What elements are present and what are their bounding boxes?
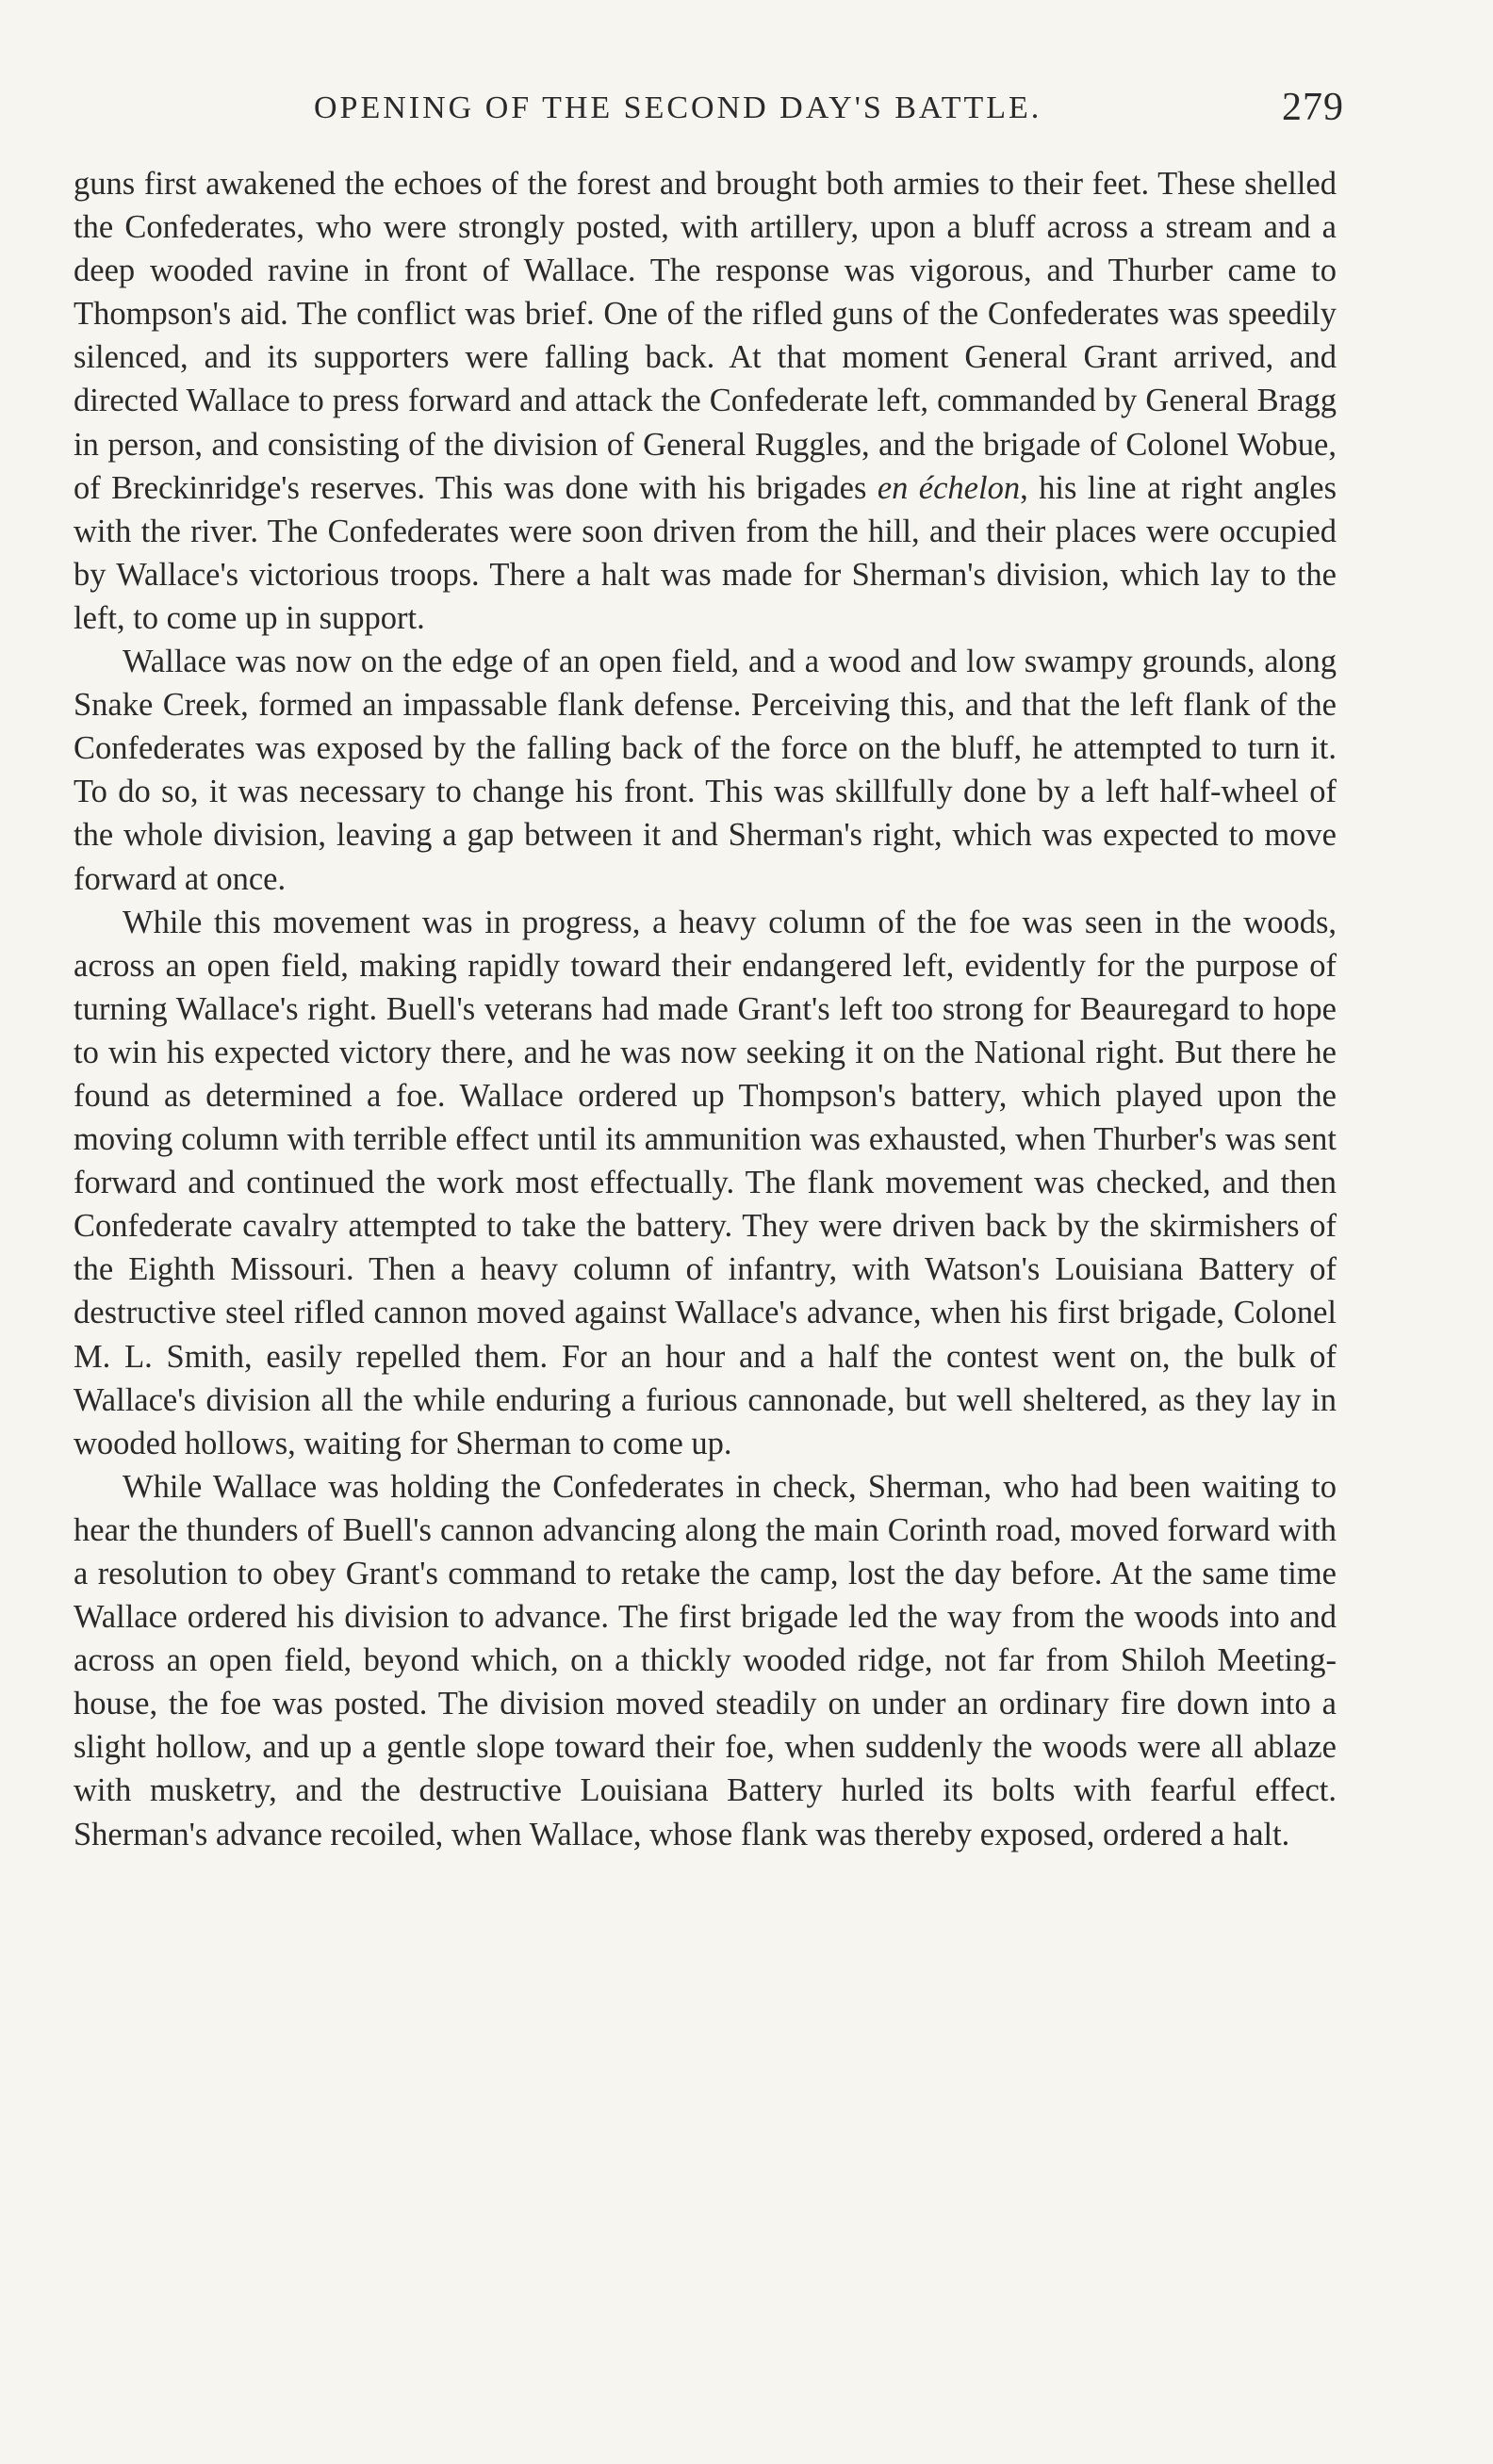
paragraph: While this movement was in progress, a heavy column of the foe was seen in the woods, across an open field, making rapidly toward their endangered left, evidently for the purpose of turning Wallace's right. Buell's veterans had made Grant's left too strong for Beauregard to hope to win his expected victory there, and he was now seeking it on the National right. But there he found as determined a foe. Wallace ordered up Thompson's battery, which played upon the moving column with terrible effect until its ammunition was exhausted, when Thurber's was sent forward and continued the work most effectually. The flank movement was checked, and then Confederate cavalry attempted to take the battery. They were driven back by the skirmishers of the Eighth Missouri. Then a heavy column of infantry, with Watson's Louisiana Battery of destructive steel rifled cannon moved against Wallace's advance, when his first brigade, Colonel M. L. Smith, easily repelled them. For an hour and a half the contest went on, the bulk of Wallace's division all the while enduring a furious cannonade, but well sheltered, as they lay in wooded hollows, waiting for Sherman to come up.: [74, 904, 1337, 1461]
running-title: OPENING OF THE SECOND DAY'S BATTLE.: [314, 90, 1042, 125]
paragraph: While Wallace was holding the Confederates in check, Sherman, who had been waiting to hear the thunders of Buell's cannon advancing along the main Corinth road, moved forward with a resolution to obey Grant's command to retake the camp, lost the day before. At the same time Wallace ordered his division to advance. The first brigade led the way from the woods into and across an open field, beyond which, on a thickly wooded ridge, not far from Shiloh Meeting-house, the foe was posted. The division moved steadily on under an ordinary fire down into a slight hollow, and up a gentle slope toward their foe, when suddenly the woods were all ablaze with musketry, and the destructive Louisiana Battery hurled its bolts with fearful effect. Sherman's advance recoiled, when Wallace, whose flank was thereby exposed, ordered a halt.: [74, 1468, 1337, 1852]
running-head: [74, 81, 1344, 138]
page-number: 279: [1282, 86, 1344, 129]
paragraph: Wallace was now on the edge of an open field, and a wood and low swampy grounds, along Snake Creek, formed an impassable flank defense. Perceiving this, and that the left flank of the Confederates was exposed by the falling back of the force on the bluff, he attempted to turn it. To do so, it was necessary to change his front. This was skillfully done by a left half-wheel of the whole division, leaving a gap between it and Sherman's right, which was expected to move forward at once.: [74, 644, 1337, 897]
paragraph-text: , his line at right angles with the river. The Confederates were soon driven from the hill, and their places were occupied by Wallace's victorious troops. There a halt was made for Sherman's division, which lay to the left, to come up in support.: [74, 469, 1337, 636]
body-text: [74, 162, 1337, 1856]
book-page: [74, 81, 1344, 1856]
italic-phrase: en échelon: [877, 469, 1021, 506]
paragraph-text: guns first awakened the echoes of the forest and brought both armies to their feet. These shelled the Confederates, who were strongly posted, with artillery, upon a bluff across a stream and a deep wooded ravine in front of Wallace. The response was vigorous, and Thurber came to Thompson's aid. The conflict was brief. One of the rifled guns of the Confederates was speedily silenced, and its supporters were falling back. At that moment General Grant arrived, and directed Wallace to press forward and attack the Confederate left, commanded by General Bragg in person, and consisting of the division of General Ruggles, and the brigade of Colonel Wobue, of Breckinridge's reserves. This was done with his brigades: [74, 166, 1337, 506]
paragraph: [74, 162, 1337, 640]
